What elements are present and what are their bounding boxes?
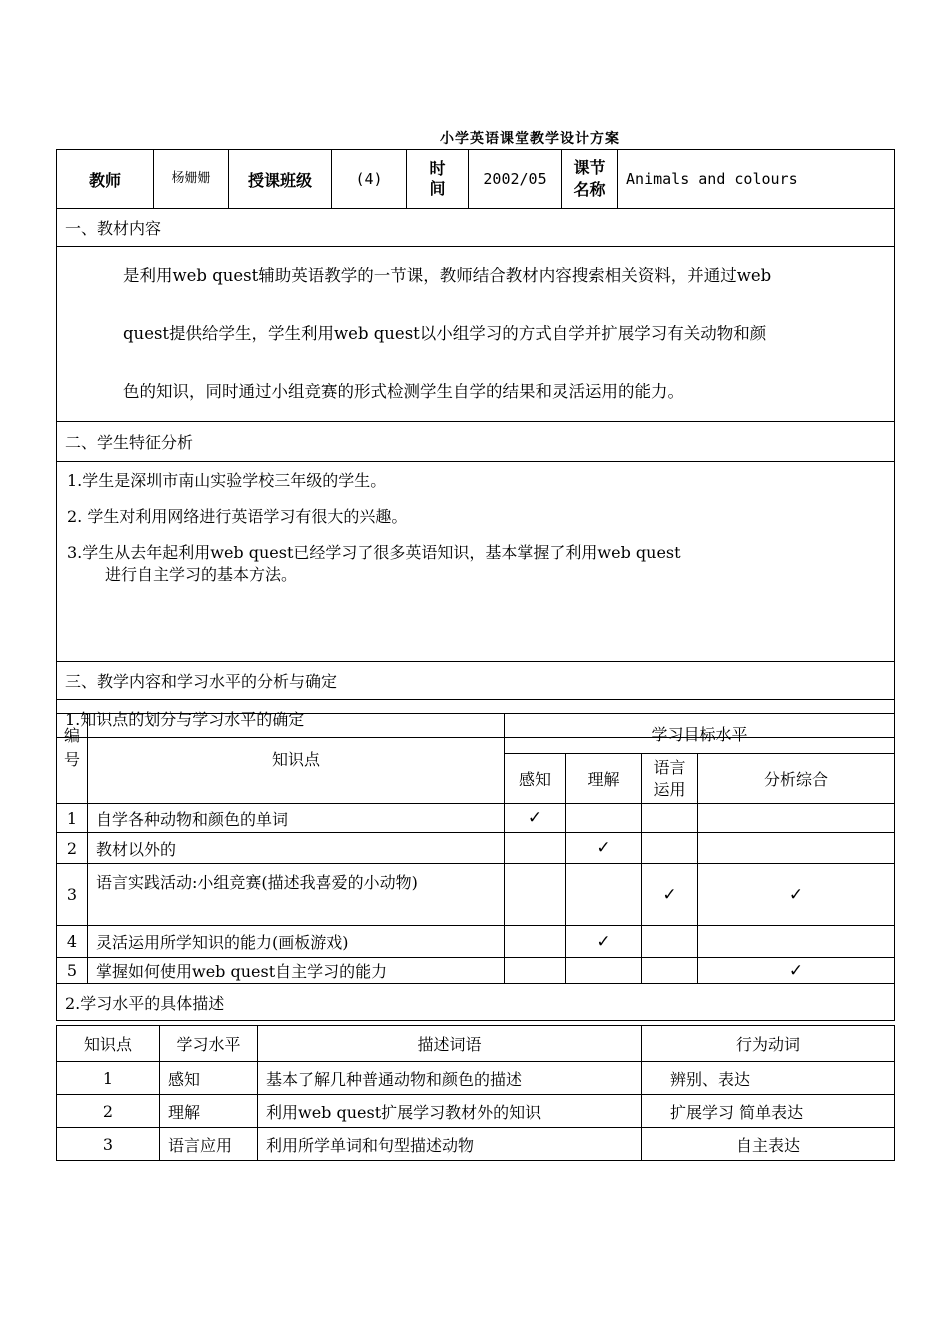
knowledge-row (57, 926, 895, 958)
teacher-label: 教师 (57, 150, 154, 209)
section2-body-row (57, 462, 895, 662)
knowledge-row-text: 语言实践活动:小组竞赛(描述我喜爱的小动物) (88, 864, 505, 926)
section2-heading: 二、学生特征分析 (57, 422, 895, 462)
level-check-cell (505, 926, 566, 958)
level-check-cell (566, 833, 642, 864)
check-mark-icon: ✓ (527, 808, 543, 828)
student-item-3: 3.学生从去年起利用web quest已经学习了很多英语知识，基本掌握了利用web quest (67, 543, 681, 562)
level-check-cell (698, 804, 895, 833)
level-row-level: 理解 (160, 1095, 258, 1128)
knowledge-row-text: 灵活运用所学知识的能力(画板游戏) (88, 926, 505, 958)
level-row-level: 语言应用 (160, 1128, 258, 1161)
section2-body (57, 462, 895, 662)
col-target-header: 学习目标水平 (505, 714, 895, 754)
section2-heading-row (57, 422, 895, 462)
level-check-cell (642, 958, 698, 984)
level-check-cell (642, 926, 698, 958)
knowledge-points-table (56, 713, 895, 1021)
knowledge-row-number: 3 (57, 864, 88, 926)
check-mark-icon: ✓ (596, 838, 611, 858)
level-check-cell (505, 864, 566, 926)
level-analyze: 分析综合 (698, 754, 895, 804)
col-number-header: 编号 (57, 714, 88, 804)
check-mark-icon: ✓ (788, 960, 804, 981)
section1-heading-row (57, 209, 895, 247)
knowledge-row (57, 804, 895, 833)
level-check-cell (505, 804, 566, 833)
knowledge-row-text: 自学各种动物和颜色的单词 (88, 804, 505, 833)
knowledge-row-number: 1 (57, 804, 88, 833)
level-row-desc: 基本了解几种普通动物和颜色的描述 (258, 1062, 642, 1095)
level-row-verb: 自主表达 (642, 1128, 895, 1161)
knowledge-row-number: 5 (57, 958, 88, 984)
lesson-label: 课节名称 (562, 150, 618, 209)
section1-line: quest提供给学生，学生利用web quest以小组学习的方式自学并扩展学习有关动物和颜 (123, 324, 767, 343)
level-check-cell (566, 958, 642, 984)
section1-line: 是利用web quest辅助英语教学的一节课，教师结合教材内容搜索相关资料，并通过web (123, 266, 772, 285)
level-row-desc: 利用web quest扩展学习教材外的知识 (258, 1095, 642, 1128)
level-check-cell (642, 864, 698, 926)
sub2-heading-row (57, 984, 895, 1021)
level-check-cell (698, 926, 895, 958)
section3-heading: 三、教学内容和学习水平的分析与确定 (57, 662, 895, 700)
level-check-cell (505, 833, 566, 864)
knowledge-row-number: 4 (57, 926, 88, 958)
level-row-number: 1 (57, 1062, 160, 1095)
level-check-cell (698, 958, 895, 984)
level-row (57, 1095, 895, 1128)
section1-body-row (57, 247, 895, 422)
knowledge-row (57, 833, 895, 864)
section1-line: 色的知识，同时通过小组竞赛的形式检测学生自学的结果和灵活运用的能力。 (123, 382, 684, 401)
knowledge-row-number: 2 (57, 833, 88, 864)
teacher-name: 杨姗姗 (154, 150, 229, 209)
level-understand: 理解 (566, 754, 642, 804)
student-item-1: 1.学生是深圳市南山实验学校三年级的学生。 (67, 471, 387, 490)
student-item-3-cont: 进行自主学习的基本方法。 (105, 565, 298, 584)
check-mark-icon: ✓ (662, 884, 677, 905)
knowledge-row-text: 掌握如何使用web quest自主学习的能力 (88, 958, 505, 984)
sub2-heading: 2.学习水平的具体描述 (57, 984, 895, 1021)
sub1-heading: 1.知识点的划分与学习水平的确定 (57, 700, 895, 738)
knowledge-row (57, 864, 895, 926)
t2-header-desc: 描述词语 (258, 1026, 642, 1062)
t2-header-verb: 行为动词 (642, 1026, 895, 1062)
level-check-cell (642, 804, 698, 833)
class-label: 授课班级 (229, 150, 332, 209)
level-check-cell (566, 926, 642, 958)
level-description-table (56, 1025, 895, 1161)
student-item-2: 2. 学生对利用网络进行英语学习有很大的兴趣。 (67, 507, 408, 526)
t2-header-level: 学习水平 (160, 1026, 258, 1062)
level-check-cell (566, 804, 642, 833)
level-row-level: 感知 (160, 1062, 258, 1095)
section1-heading: 一、教材内容 (57, 209, 895, 247)
section3-heading-row (57, 662, 895, 700)
level-apply: 语言运用 (642, 754, 698, 804)
t2-header-point: 知识点 (57, 1026, 160, 1062)
level-check-cell (505, 958, 566, 984)
level-row-verb: 辨别、表达 (642, 1062, 895, 1095)
level-row (57, 1128, 895, 1161)
knowledge-row (57, 958, 895, 984)
level-check-cell (698, 833, 895, 864)
level-row-verb: 扩展学习 简单表达 (642, 1095, 895, 1128)
level-check-cell (642, 833, 698, 864)
lesson-value: Animals and colours (618, 150, 895, 209)
level-row-number: 3 (57, 1128, 160, 1161)
check-mark-icon: ✓ (596, 931, 611, 952)
lesson-plan-table (56, 149, 895, 738)
class-value: (4) (332, 150, 407, 209)
knowledge-row-text: 教材以外的 (88, 833, 505, 864)
time-value: 2002/05 (469, 150, 562, 209)
section1-body (57, 247, 895, 422)
level-perceive: 感知 (505, 754, 566, 804)
document-title: 小学英语课堂教学设计方案 (440, 131, 620, 147)
knowledge-rows (57, 804, 895, 984)
header-row (57, 150, 895, 209)
col-point-header: 知识点 (88, 714, 505, 804)
level-row (57, 1062, 895, 1095)
level-rows (57, 1062, 895, 1161)
level-row-number: 2 (57, 1095, 160, 1128)
time-label: 时间 (407, 150, 469, 209)
level-check-cell (698, 864, 895, 926)
level-check-cell (566, 864, 642, 926)
check-mark-icon: ✓ (788, 884, 804, 905)
level-row-desc: 利用所学单词和句型描述动物 (258, 1128, 642, 1161)
